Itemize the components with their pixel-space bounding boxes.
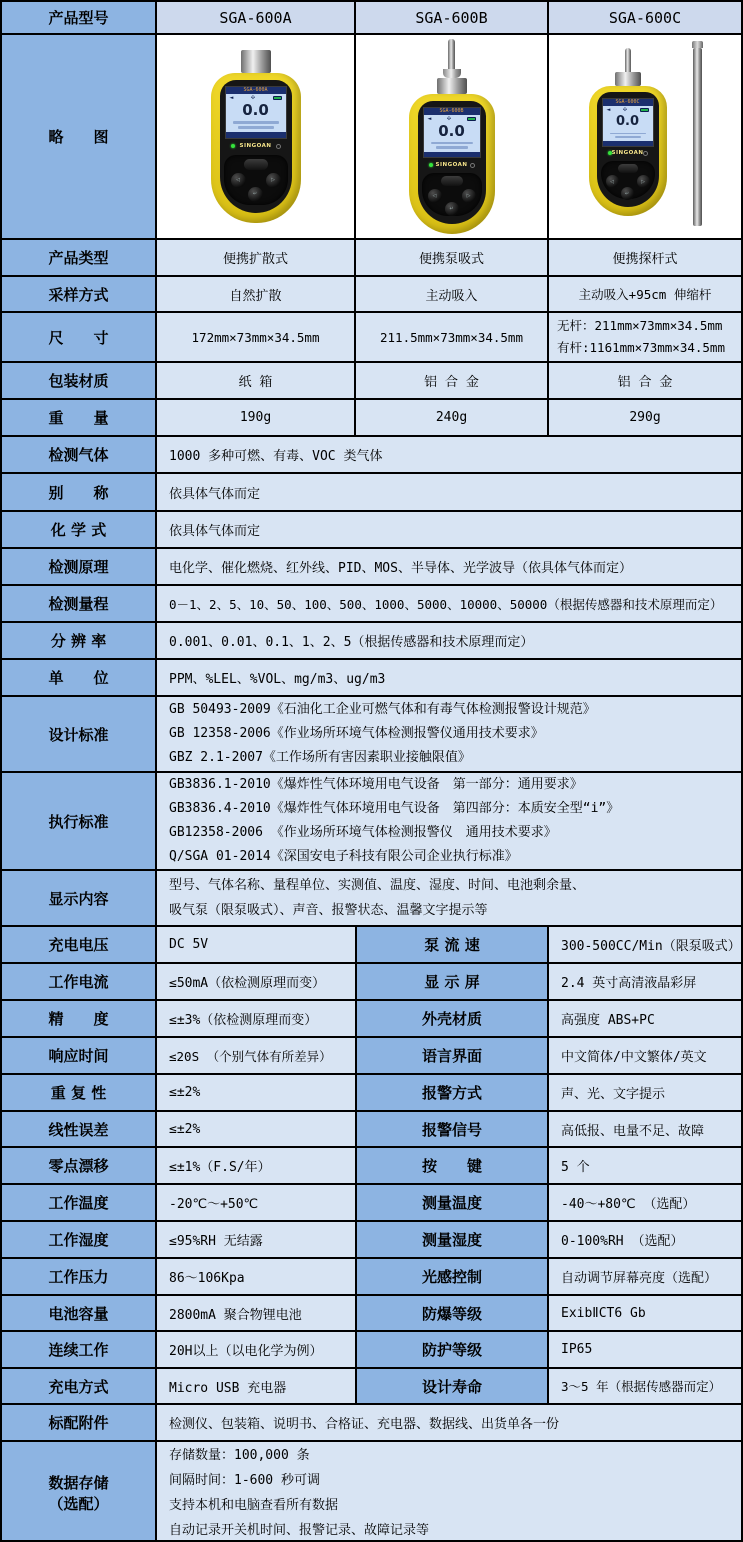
device-body <box>409 94 495 234</box>
row-label: 检测原理 <box>2 549 157 584</box>
speaker-icon: ◄ <box>229 95 234 102</box>
display-content-line: 吸气泵（限泵吸式）、声音、报警状态、温馨文字提示等 <box>169 903 488 918</box>
row-repeatability-alarm-mode <box>2 1075 741 1112</box>
dimension-without-rod: 无杆：211mm×73mm×34.5mm <box>557 318 723 333</box>
pump-probe <box>448 39 455 69</box>
row-label: 单 位 <box>2 660 157 695</box>
dimension-with-rod: 有杆:1161mm×73mm×34.5mm <box>557 340 725 355</box>
battery-icon <box>640 108 649 112</box>
screen-model-title: SGA-600B <box>424 108 480 115</box>
row-label: 防爆等级 <box>357 1296 549 1330</box>
sensor-head <box>615 72 641 86</box>
brand-label: SINGOAN <box>611 150 644 157</box>
row-label: 响应时间 <box>2 1038 157 1073</box>
power-icon <box>276 144 281 149</box>
model-name-sga600a: SGA-600A <box>157 2 356 33</box>
row-weight <box>2 400 741 437</box>
cell-value: 5 个 <box>549 1148 741 1183</box>
cell-value: 铝 合 金 <box>549 363 741 398</box>
screen-info-line <box>436 146 468 148</box>
row-sampling-method <box>2 277 741 313</box>
left-key: ◁ <box>231 173 246 188</box>
screen-reading-value: 0.0 <box>615 113 640 129</box>
screen-status-bar <box>226 132 286 138</box>
row-label: 工作压力 <box>2 1259 157 1294</box>
cell-value: -40～+80℃ （选配） <box>549 1185 741 1220</box>
cell-value: ≤±1%（F.S/年） <box>157 1148 357 1183</box>
lcd-screen <box>225 86 287 139</box>
cell-value: 便携扩散式 <box>157 240 356 275</box>
telescopic-rod <box>693 48 702 226</box>
row-label: 报警方式 <box>357 1075 549 1110</box>
row-linearity-alarm-signal <box>2 1112 741 1148</box>
cell-value: 纸 箱 <box>157 363 356 398</box>
cell-value <box>157 871 741 925</box>
screen-info-line <box>238 126 274 129</box>
standard-line: GB12358-2006 《作业场所环境气体检测报警仪 通用技术要求》 <box>169 825 557 840</box>
cell-value: 中文简体/中文繁体/英文 <box>549 1038 741 1073</box>
data-storage-label: 数据存储 <box>48 1474 109 1492</box>
row-zero-drift-buttons <box>2 1148 741 1185</box>
cell-value: 依具体气体而定 <box>157 512 741 547</box>
power-led <box>231 144 235 148</box>
row-label: 设计寿命 <box>357 1369 549 1403</box>
storage-line: 自动记录开关机时间、报警记录、故障记录等 <box>169 1523 430 1538</box>
row-label: 分 辨 率 <box>2 623 157 658</box>
cell-value: 211.5mm×73mm×34.5mm <box>356 313 549 361</box>
row-label: 线性误差 <box>2 1112 157 1146</box>
cell-value: 检测仪、包装箱、说明书、合格证、充电器、数据线、出货单各一份 <box>157 1405 741 1440</box>
cell-value: ≤20S （个别气体有所差异） <box>157 1038 357 1073</box>
storage-line: 间隔时间：1-600 秒可调 <box>169 1473 320 1488</box>
row-label: 检测气体 <box>2 437 157 472</box>
cell-value: ExibⅡCT6 Gb <box>549 1296 741 1330</box>
row-label: 外壳材质 <box>357 1001 549 1036</box>
cell-value: ≤±2% <box>157 1112 357 1146</box>
left-key: ◁ <box>428 189 442 203</box>
row-working-temp-measure-temp <box>2 1185 741 1222</box>
row-continuous-work-protection <box>2 1332 741 1369</box>
sensor-head <box>437 78 467 94</box>
row-working-current-display <box>2 964 741 1001</box>
row-detection-range <box>2 586 741 623</box>
screen-model-title: SGA-600C <box>603 99 653 106</box>
fan-icon: ✣ <box>446 116 452 122</box>
data-storage-optional: （选配） <box>48 1495 109 1513</box>
cell-value <box>157 1442 741 1542</box>
cell-value: 0-100%RH （选配） <box>549 1222 741 1257</box>
menu-key <box>244 159 268 170</box>
power-icon <box>470 163 475 168</box>
cell-value: 1000 多种可燃、有毒、VOC 类气体 <box>157 437 741 472</box>
row-label: 泵 流 速 <box>357 927 549 962</box>
row-label: 别 称 <box>2 474 157 510</box>
row-data-storage <box>2 1442 741 1542</box>
enter-key: ↵ <box>445 202 459 216</box>
cell-value: 86～106Kpa <box>157 1259 357 1294</box>
model-name-sga600c: SGA-600C <box>549 2 741 33</box>
row-label: 设计标准 <box>2 697 157 771</box>
row-label: 工作湿度 <box>2 1222 157 1257</box>
cell-value: 主动吸入+95cm 伸缩杆 <box>549 277 741 311</box>
enter-key: ↵ <box>621 187 634 200</box>
right-key: ▷ <box>266 173 281 188</box>
row-label: 工作温度 <box>2 1185 157 1220</box>
header-row <box>2 2 741 35</box>
screen-model-title: SGA-600A <box>226 87 286 94</box>
standard-line: GB3836.1-2010《爆炸性气体环境用电气设备 第一部分：通用要求》 <box>169 777 583 792</box>
row-standard-accessories <box>2 1405 741 1442</box>
device-image-sga600b <box>356 35 549 238</box>
cell-value: 自动调节屏幕亮度（选配） <box>549 1259 741 1294</box>
cell-value: 2.4 英寸高清液晶彩屏 <box>549 964 741 999</box>
cell-value: 0－1、2、5、10、50、100、500、1000、5000、10000、50000（根据传感器和技术原理而定） <box>157 586 741 621</box>
cell-value: 0.001、0.01、0.1、1、2、5（根据传感器和技术原理而定） <box>157 623 741 658</box>
cell-value: 290g <box>549 400 741 435</box>
cell-value: 190g <box>157 400 356 435</box>
power-led <box>608 151 612 155</box>
screen-info-line <box>233 121 279 124</box>
left-key: ◁ <box>606 175 619 188</box>
row-units <box>2 660 741 697</box>
device-image-sga600c <box>549 35 741 238</box>
fan-icon: ✣ <box>622 106 628 113</box>
row-dimensions <box>2 313 741 363</box>
row-label: 语言界面 <box>357 1038 549 1073</box>
row-label: 尺 寸 <box>2 313 157 361</box>
row-label: 重 量 <box>2 400 157 435</box>
row-display-content <box>2 871 741 927</box>
row-label <box>2 1442 157 1542</box>
cell-value: 3～5 年（根据传感器而定） <box>549 1369 741 1403</box>
row-label: 显 示 屏 <box>357 964 549 999</box>
row-design-standards <box>2 697 741 773</box>
pump-probe <box>625 48 631 72</box>
row-label: 测量温度 <box>357 1185 549 1220</box>
cell-value: 高低报、电量不足、故障 <box>549 1112 741 1146</box>
row-label: 执行标准 <box>2 773 157 869</box>
lcd-screen <box>602 98 654 147</box>
row-label: 检测量程 <box>2 586 157 621</box>
speaker-icon: ◄ <box>427 116 432 122</box>
row-label: 零点漂移 <box>2 1148 157 1183</box>
screen-info-line <box>615 136 641 138</box>
product-model-label: 产品型号 <box>2 2 157 33</box>
standard-line: GBZ 2.1-2007《工作场所有害因素职业接触限值》 <box>169 750 471 765</box>
sensor-head <box>241 50 271 73</box>
cell-value: -20℃～+50℃ <box>157 1185 357 1220</box>
row-label: 显示内容 <box>2 871 157 925</box>
screen-status-bar <box>603 141 653 145</box>
row-label: 采样方式 <box>2 277 157 311</box>
cell-value: 2800mA 聚合物锂电池 <box>157 1296 357 1330</box>
row-label: 电池容量 <box>2 1296 157 1330</box>
row-label: 报警信号 <box>357 1112 549 1146</box>
row-label: 光感控制 <box>357 1259 549 1294</box>
row-resolution <box>2 623 741 660</box>
storage-line: 支持本机和电脑查看所有数据 <box>169 1498 339 1513</box>
cell-value: 主动吸入 <box>356 277 549 311</box>
cell-value: 20H以上（以电化学为例） <box>157 1332 357 1367</box>
device-body <box>589 86 667 216</box>
row-label: 重 复 性 <box>2 1075 157 1110</box>
standard-line: GB 50493-2009《石油化工企业可燃气体和有毒气体检测报警设计规范》 <box>169 702 596 717</box>
row-charge-voltage-pump-flow <box>2 927 741 964</box>
standard-line: GB3836.4-2010《爆炸性气体环境用电气设备 第四部分：本质安全型“i”》 <box>169 801 620 816</box>
cell-value: 172mm×73mm×34.5mm <box>157 313 356 361</box>
cell-value: ≤±2% <box>157 1075 357 1110</box>
right-key: ▷ <box>637 175 650 188</box>
cell-value: 电化学、催化燃烧、红外线、PID、MOS、半导体、光学波导（依具体气体而定） <box>157 549 741 584</box>
lcd-screen <box>423 107 481 158</box>
cell-value: 240g <box>356 400 549 435</box>
cell-value: 声、光、文字提示 <box>549 1075 741 1110</box>
cell-value: 铝 合 金 <box>356 363 549 398</box>
brand-label: SINGOAN <box>435 162 468 169</box>
row-label: 工作电流 <box>2 964 157 999</box>
row-label: 按 键 <box>357 1148 549 1183</box>
standard-line: GB 12358-2006《作业场所环境气体检测报警仪通用技术要求》 <box>169 726 544 741</box>
battery-icon <box>467 117 476 121</box>
power-led <box>429 163 433 167</box>
row-label: 测量湿度 <box>357 1222 549 1257</box>
storage-line: 存储数量：100,000 条 <box>169 1448 310 1463</box>
standard-line: Q/SGA 01-2014《深国安电子科技有限公司企业执行标准》 <box>169 849 518 864</box>
row-response-time-language <box>2 1038 741 1075</box>
cell-value: Micro USB 充电器 <box>157 1369 357 1403</box>
menu-key <box>618 164 638 173</box>
keypad <box>422 173 482 216</box>
cell-value: ≤±3%（依检测原理而变） <box>157 1001 357 1036</box>
keypad <box>224 155 288 205</box>
row-working-pressure-light-control <box>2 1259 741 1296</box>
row-accuracy-shell-material <box>2 1001 741 1038</box>
cell-value: ≤50mA（依检测原理而变） <box>157 964 357 999</box>
screen-info-line <box>610 133 646 135</box>
cell-value: 高强度 ABS+PC <box>549 1001 741 1036</box>
row-label: 化 学 式 <box>2 512 157 547</box>
brand-label: SINGOAN <box>239 143 272 150</box>
row-label: 防护等级 <box>357 1332 549 1367</box>
model-name-sga600b: SGA-600B <box>356 2 549 33</box>
cell-value: DC 5V <box>157 927 357 962</box>
device-image-sga600a <box>157 35 356 238</box>
row-detection-principle <box>2 549 741 586</box>
row-working-humidity-measure-humidity <box>2 1222 741 1259</box>
row-alias <box>2 474 741 512</box>
right-key: ▷ <box>462 189 476 203</box>
row-label: 连续工作 <box>2 1332 157 1367</box>
row-label: 充电电压 <box>2 927 157 962</box>
row-label: 包装材质 <box>2 363 157 398</box>
row-label: 标配附件 <box>2 1405 157 1440</box>
screen-reading-value: 0.0 <box>242 101 269 120</box>
cell-value: PPM、%LEL、%VOL、mg/m3、ug/m3 <box>157 660 741 695</box>
menu-key <box>441 176 463 186</box>
rod-tip <box>692 41 703 48</box>
power-icon <box>643 151 648 156</box>
row-packing-material <box>2 363 741 400</box>
row-label: 精 度 <box>2 1001 157 1036</box>
cell-value: 便携泵吸式 <box>356 240 549 275</box>
cell-value: 依具体气体而定 <box>157 474 741 510</box>
cell-value: 自然扩散 <box>157 277 356 311</box>
cell-value: 便携探杆式 <box>549 240 741 275</box>
screen-status-bar <box>424 152 480 157</box>
display-content-line: 型号、气体名称、量程单位、实测值、温度、湿度、时间、电池剩余量、 <box>169 878 586 893</box>
cell-value: 300-500CC/Min（限泵吸式） <box>549 927 741 962</box>
enter-key: ↵ <box>248 187 263 202</box>
speaker-icon: ◄ <box>606 106 611 113</box>
row-charging-method-design-life <box>2 1369 741 1405</box>
sketch-row <box>2 35 741 240</box>
device-body <box>211 73 301 223</box>
cell-value <box>157 697 741 771</box>
keypad <box>601 161 655 198</box>
row-product-type <box>2 240 741 277</box>
row-execution-standards <box>2 773 741 871</box>
screen-info-line <box>431 142 473 144</box>
row-label: 产品类型 <box>2 240 157 275</box>
probe-base <box>443 69 461 78</box>
cell-value <box>549 313 741 361</box>
fan-icon: ✣ <box>250 95 256 102</box>
battery-icon <box>273 96 282 100</box>
cell-value <box>157 773 741 869</box>
row-chemical-formula <box>2 512 741 549</box>
cell-value: IP65 <box>549 1332 741 1367</box>
sketch-label: 略 图 <box>2 35 157 238</box>
row-battery-explosion-proof <box>2 1296 741 1332</box>
row-label: 充电方式 <box>2 1369 157 1403</box>
row-detected-gas <box>2 437 741 474</box>
cell-value: ≤95%RH 无结露 <box>157 1222 357 1257</box>
screen-reading-value: 0.0 <box>438 122 465 140</box>
